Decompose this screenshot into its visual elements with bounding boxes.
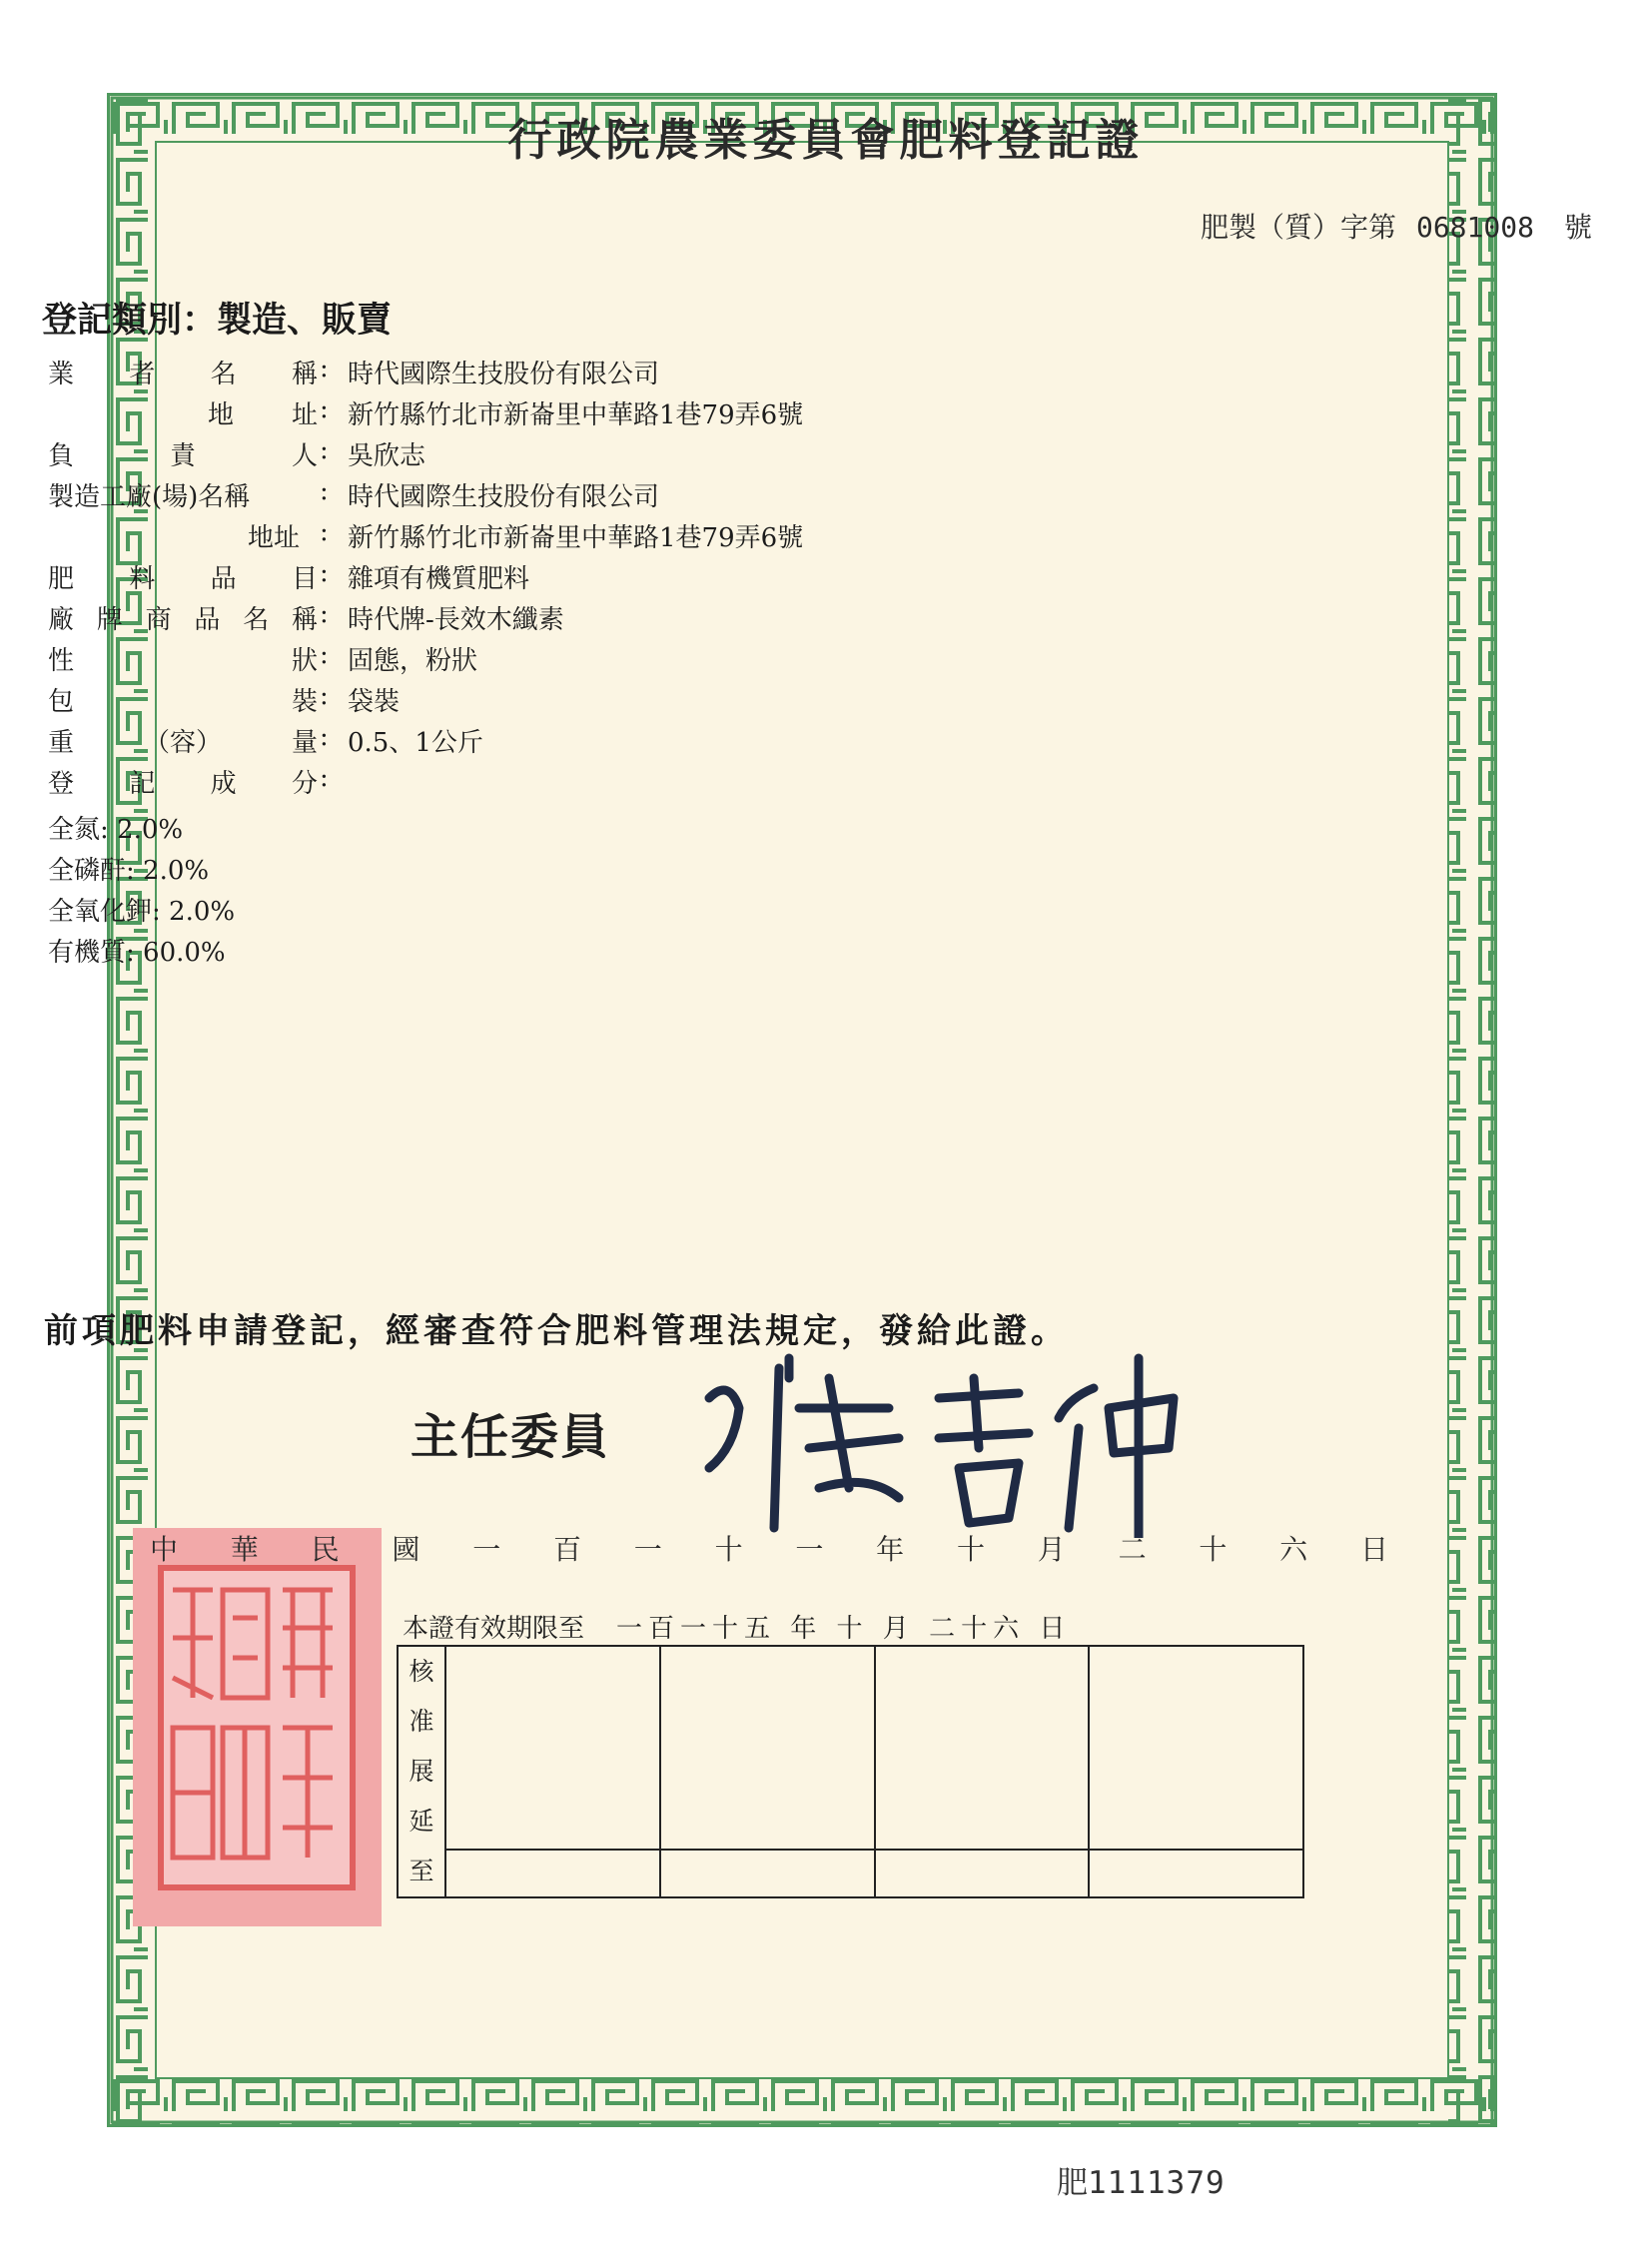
field-label-weight: 重 （容） 量 (48, 728, 318, 758)
date-char: 月 (1037, 1533, 1066, 1566)
extension-label-char: 至 (409, 1857, 434, 1885)
chief-commissioner-label: 主任委員 (411, 1409, 611, 1465)
handwritten-signature (639, 1338, 1199, 1538)
field-label-factory-address: 地址 (248, 523, 301, 553)
date-char: 年 (876, 1533, 905, 1566)
component-item: 有機質: 60.0% (48, 938, 226, 968)
extension-label (398, 1646, 445, 1897)
date-char: 中 (150, 1533, 179, 1566)
field-value-brand: 時代牌-長效木纖素 (348, 605, 564, 635)
date-char: 六 (1279, 1533, 1308, 1566)
date-char: 十 (714, 1533, 743, 1566)
field-label-fertilizer-type: 肥 料 品 目 (48, 564, 318, 594)
field-value-weight: 0.5、1公斤 (348, 728, 483, 758)
component-item: 全氮: 2.0% (48, 815, 184, 845)
issue-date (150, 1528, 1388, 1568)
field-value-owner: 吳欣志 (348, 441, 426, 471)
date-char: 二 (1118, 1533, 1147, 1566)
field-value-address: 新竹縣竹北市新崙里中華路1巷79弄6號 (348, 400, 804, 430)
field-label-owner: 負 責 人 (48, 441, 318, 471)
extension-cell (445, 1646, 660, 1850)
field-value-fertilizer-type: 雜項有機質肥料 (348, 564, 530, 594)
cert-number-value: 0681008 (1415, 211, 1534, 244)
field-value-company: 時代國際生技股份有限公司 (348, 360, 660, 389)
certificate-number (1201, 206, 1592, 246)
field-label-factory: 製造工廠(場)名稱 (48, 482, 251, 512)
approval-statement: 前項肥料申請登記，經審查符合肥料管理法規定，發給此證。 (44, 1311, 1069, 1351)
extension-cell (660, 1646, 875, 1850)
field-value-form: 固態，粉狀 (348, 646, 478, 676)
field-label-packaging: 包 裝 (48, 687, 318, 717)
validity-label: 本證有效期限至 (403, 1614, 585, 1644)
field-value-factory: 時代國際生技股份有限公司 (348, 482, 660, 512)
extension-label-char: 展 (409, 1757, 434, 1786)
cert-number-prefix: 肥製（質）字第 (1200, 211, 1396, 244)
date-char: 十 (956, 1533, 985, 1566)
extension-date-cell (1089, 1850, 1303, 1897)
date-char: 民 (311, 1533, 340, 1566)
field-label-components: 登 記 成 分 (48, 769, 318, 799)
extension-label-char: 准 (409, 1707, 434, 1736)
extension-date-cell (660, 1850, 875, 1897)
cert-number-suffix: 號 (1563, 211, 1592, 244)
serial-value: 1111379 (1088, 2165, 1226, 2201)
serial-number (1057, 2157, 1226, 2202)
field-value-packaging: 袋裝 (348, 687, 401, 717)
official-seal (133, 1528, 382, 1926)
extension-date-cell (875, 1850, 1090, 1897)
date-char: 華 (230, 1533, 259, 1566)
component-list (48, 809, 235, 973)
date-char: 十 (1199, 1533, 1228, 1566)
date-char: 國 (392, 1533, 420, 1566)
certificate-title: 行政院農業委員會肥料登記證 (507, 115, 1145, 166)
component-item: 全磷酐: 2.0% (48, 856, 210, 886)
field-label-address: 地 址 (208, 400, 318, 430)
extension-cell (1089, 1646, 1303, 1850)
validity-period (403, 1608, 1071, 1645)
extension-label-char: 核 (409, 1657, 434, 1686)
registration-category: 登記類別：製造、販賣 (42, 300, 393, 341)
extension-label-char: 延 (409, 1807, 434, 1836)
extension-date-cell (445, 1850, 660, 1897)
extension-table (397, 1645, 1304, 1898)
date-char: 一 (633, 1533, 662, 1566)
date-char: 百 (552, 1533, 581, 1566)
validity-date: 一百一十五 年 十 月 二十六 日 (616, 1614, 1072, 1644)
date-char: 一 (472, 1533, 501, 1566)
field-label-company: 業 者 名 稱 (48, 360, 318, 389)
date-char: 日 (1359, 1533, 1388, 1566)
extension-cell (875, 1646, 1090, 1850)
field-label-form: 性 狀 (48, 646, 318, 676)
component-item: 全氧化鉀: 2.0% (48, 897, 236, 927)
serial-prefix: 肥 (1057, 2165, 1088, 2201)
field-value-factory-address: 新竹縣竹北市新崙里中華路1巷79弄6號 (348, 523, 804, 553)
field-label-brand: 廠 牌 商 品 名 稱 (48, 605, 318, 635)
date-char: 一 (795, 1533, 824, 1566)
